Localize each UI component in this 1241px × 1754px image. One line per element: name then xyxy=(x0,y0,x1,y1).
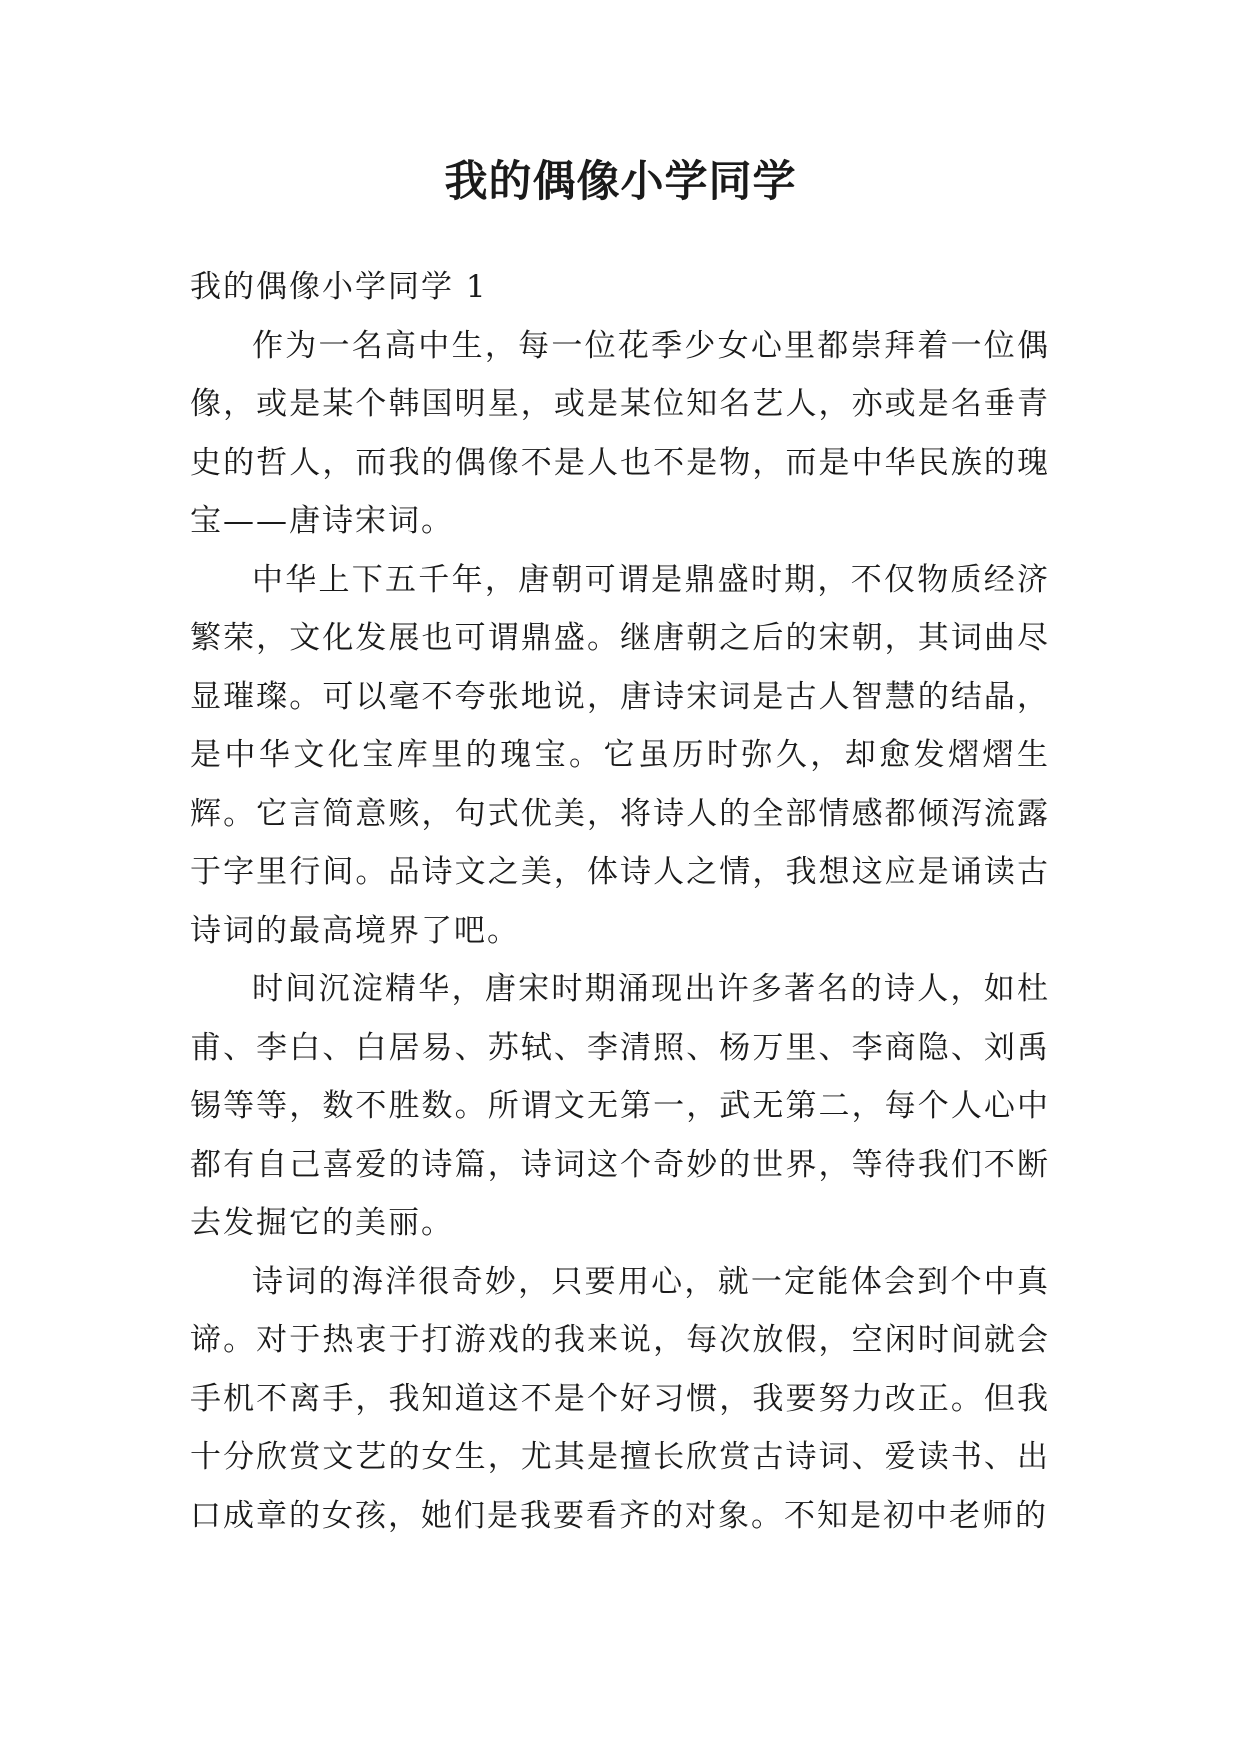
document-body xyxy=(190,258,1050,1545)
paragraph-3: 时间沉淀精华，唐宋时期涌现出许多著名的诗人，如杜甫、李白、白居易、苏轼、李清照、杨万里、李商隐、刘禹锡等等，数不胜数。所谓文无第一，武无第二，每个人心中都有自己喜爱的诗篇，诗词这个奇妙的世界，等待我们不断去发掘它的美丽。 xyxy=(190,971,1050,1241)
section-heading: 我的偶像小学同学 1 xyxy=(190,269,488,305)
document-title: 我的偶像小学同学 xyxy=(444,157,797,207)
paragraph-2: 中华上下五千年，唐朝可谓是鼎盛时期，不仅物质经济繁荣，文化发展也可谓鼎盛。继唐朝之后的宋朝，其词曲尽显璀璨。可以毫不夸张地说，唐诗宋词是古人智慧的结晶，是中华文化宝库里的瑰宝。它虽历时弥久，却愈发熠熠生辉。它言简意赅，句式优美，将诗人的全部情感都倾泻流露于字里行间。品诗文之美，体诗人之情，我想这应是诵读古诗词的最高境界了吧。 xyxy=(190,561,1050,949)
paragraph-4: 诗词的海洋很奇妙，只要用心，就一定能体会到个中真谛。对于热衷于打游戏的我来说，每次放假，空闲时间就会手机不离手，我知道这不是个好习惯，我要努力改正。但我十分欣赏文艺的女生，尤其是擅长欣赏古诗词、爱读书、出口成章的女孩，她们是我要看齐的对象。不知是初中老师的 xyxy=(190,1263,1050,1534)
paragraph-1: 作为一名高中生，每一位花季少女心里都崇拜着一位偶像，或是某个韩国明星，或是某位知名艺人，亦或是名垂青史的哲人，而我的偶像不是人也不是物，而是中华民族的瑰宝——唐诗宋词。 xyxy=(190,327,1050,539)
